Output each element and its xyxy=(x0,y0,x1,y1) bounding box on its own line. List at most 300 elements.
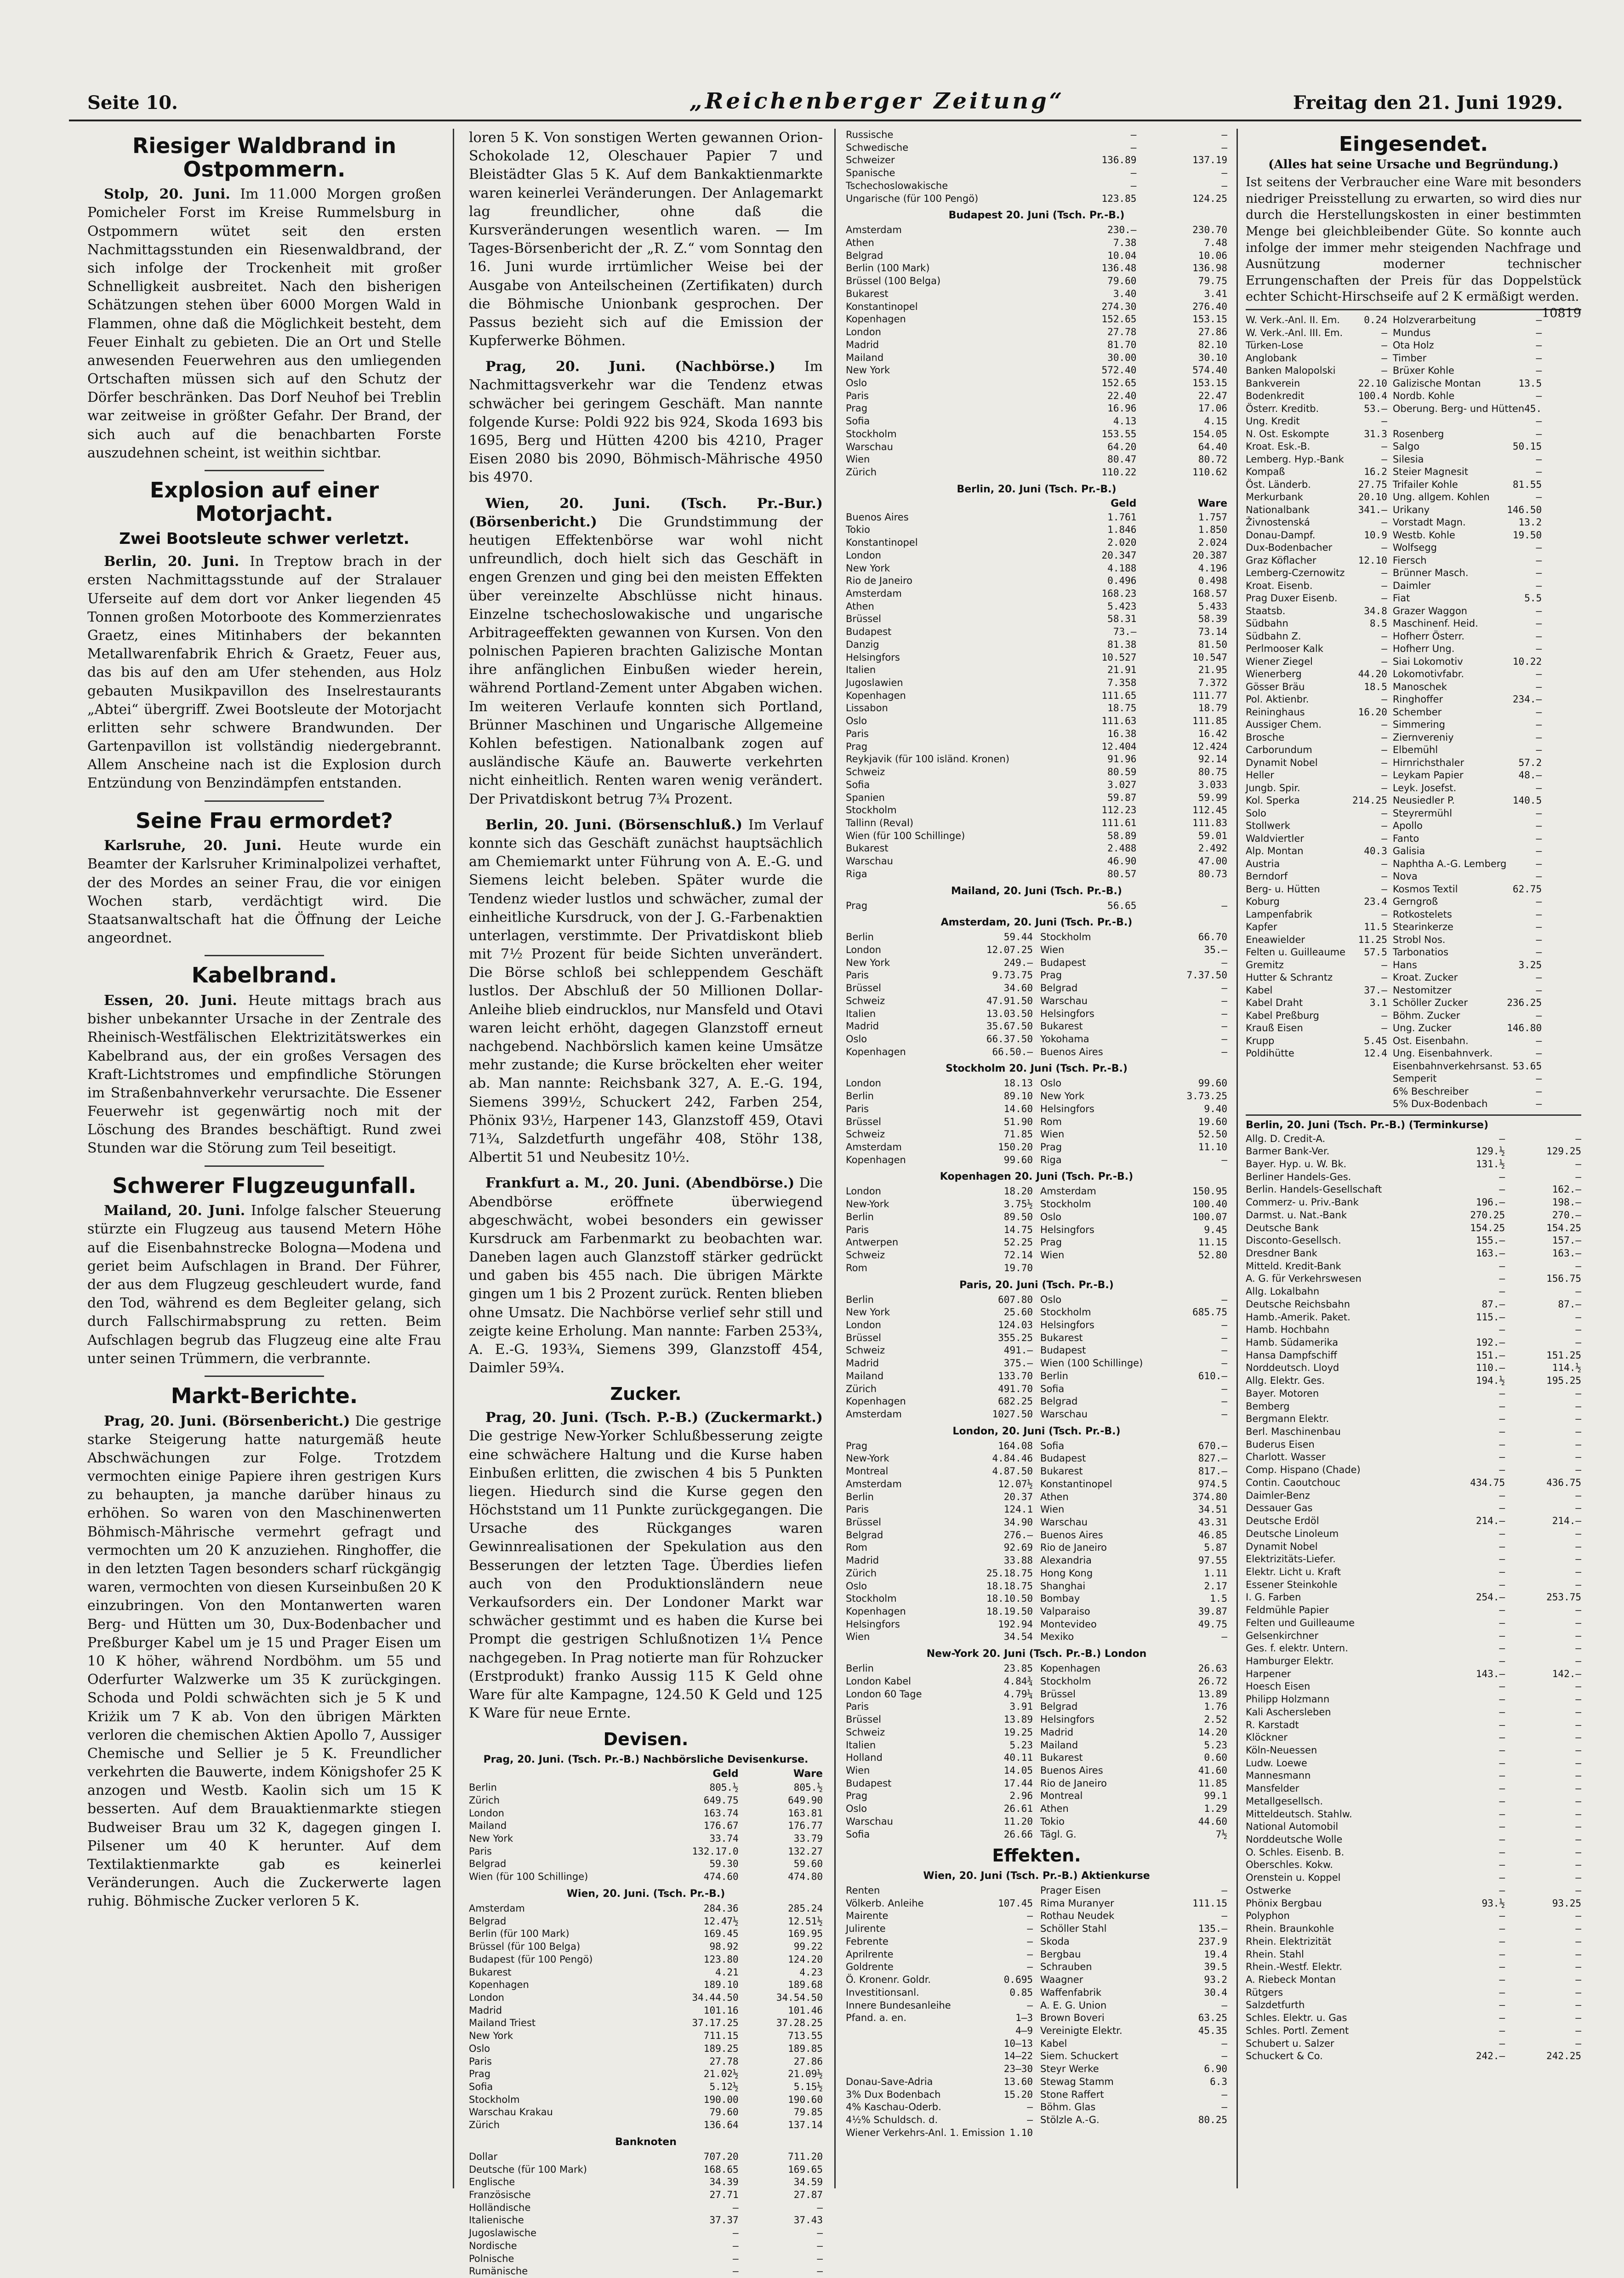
table-row xyxy=(1246,959,1387,972)
row-label: Schweiz xyxy=(846,1726,885,1738)
table-right xyxy=(1040,1077,1227,1166)
row-label: London Kabel xyxy=(846,1675,912,1687)
row-value: 0.24 xyxy=(1364,314,1387,325)
row-value: — xyxy=(1381,807,1387,819)
row-value: — xyxy=(1499,1260,1505,1272)
table-row xyxy=(469,2240,823,2253)
row-value: 11.15 xyxy=(1198,1237,1227,1248)
row-label: Jugoslawische xyxy=(469,2227,537,2239)
row-value: 805.½ xyxy=(793,1782,823,1793)
row-value: 20.37 xyxy=(1003,1491,1033,1502)
row-label: Koburg xyxy=(1246,896,1280,907)
table-row xyxy=(1246,1490,1581,1502)
row-value: — xyxy=(1499,1490,1505,1501)
row-value: — xyxy=(1221,900,1228,911)
table-row xyxy=(1246,946,1387,959)
row-value: — xyxy=(1499,1846,1505,1858)
row-label: Zürich xyxy=(469,2119,500,2131)
separator xyxy=(1246,1114,1581,1116)
row-label: Brown Boveri xyxy=(1040,2012,1105,2024)
table-row xyxy=(1040,1688,1227,1701)
row-value: 93.2 xyxy=(1204,1974,1227,1986)
row-label: New York xyxy=(469,1833,513,1844)
row-value: 64.40 xyxy=(1198,441,1228,452)
row-value: 27.75 xyxy=(1358,479,1387,490)
table-row xyxy=(1246,1209,1581,1222)
row-value: 157.— xyxy=(1552,1235,1581,1246)
table-row xyxy=(846,842,1227,855)
row-label: Sofia xyxy=(846,416,870,427)
table-row xyxy=(846,766,1227,779)
row-value: 23.85 xyxy=(1003,1663,1033,1674)
table-row xyxy=(1246,896,1387,908)
table-row xyxy=(1040,2012,1227,2025)
row-value: 7.358 xyxy=(1107,677,1137,689)
row-label: Helsingfors xyxy=(1040,1103,1094,1114)
row-label: Budapest xyxy=(1040,1345,1086,1356)
row-label: Rütgers xyxy=(1246,1987,1283,1998)
row-value: — xyxy=(1575,1795,1581,1807)
table-row xyxy=(1040,1662,1227,1675)
table-row xyxy=(1393,959,1542,972)
row-value: — xyxy=(1499,1795,1505,1807)
row-value: 18.19.50 xyxy=(986,1606,1033,1617)
row-value: — xyxy=(1499,1859,1505,1871)
table-row xyxy=(846,1987,1033,1999)
row-label: Wien xyxy=(1040,1504,1065,1515)
row-value: — xyxy=(1536,605,1542,617)
row-value: — xyxy=(1499,1910,1505,1922)
table-row xyxy=(1393,681,1542,694)
row-value: 80.57 xyxy=(1107,868,1137,879)
row-value: — xyxy=(1221,167,1228,179)
table-row xyxy=(1246,1923,1581,1935)
row-label: Berlin xyxy=(846,1294,874,1305)
table-left xyxy=(846,1294,1033,1421)
row-value: — xyxy=(1536,921,1542,932)
markt-nachboerse xyxy=(469,358,823,487)
row-value: 142.— xyxy=(1552,1668,1581,1679)
row-value: — xyxy=(1575,1732,1581,1743)
row-value: 18.18.75 xyxy=(986,1580,1033,1592)
row-value: 713.55 xyxy=(788,2030,823,2042)
row-value: 152.65 xyxy=(1101,314,1137,325)
row-label: Hofherr Österr. xyxy=(1392,630,1464,642)
table-row xyxy=(1040,1452,1227,1465)
row-value: 374.80 xyxy=(1192,1491,1227,1502)
row-value: 1.5 xyxy=(1210,1593,1227,1604)
row-label: Deutsche Erdöl xyxy=(1246,1515,1319,1527)
table-row xyxy=(1040,1516,1227,1529)
row-value: 491.70 xyxy=(998,1383,1033,1394)
table-row xyxy=(1393,845,1542,858)
table-row xyxy=(1040,1090,1227,1103)
row-label: W. Verk.-Anl. III. Em. xyxy=(1246,327,1343,338)
row-value: 112.45 xyxy=(1192,805,1228,816)
table-row xyxy=(846,390,1227,403)
row-value: — xyxy=(817,2253,823,2264)
row-value: 18.20 xyxy=(1003,1186,1033,1197)
table-row xyxy=(1393,908,1542,921)
table-row xyxy=(846,1465,1033,1478)
column-rule xyxy=(834,129,836,2188)
table-row xyxy=(846,715,1227,728)
row-label: Norddeutsche Wolle xyxy=(1246,1834,1343,1845)
table-row xyxy=(846,1294,1033,1307)
row-value: — xyxy=(1536,744,1542,755)
row-label: Zürich xyxy=(846,1383,877,1394)
table-row xyxy=(1393,352,1542,365)
row-label: Athen xyxy=(846,600,874,612)
row-label: Philipp Holzmann xyxy=(1246,1694,1330,1705)
table-heading: Stockholm 20. Juni (Tsch. Pr.-B.) xyxy=(946,1063,1128,1075)
row-label: Prag xyxy=(1040,1142,1062,1153)
table-row xyxy=(1246,693,1387,706)
row-value: 5.12½ xyxy=(709,2081,739,2092)
row-label: 4% Kaschau-Oderb. xyxy=(846,2101,941,2113)
table-row xyxy=(846,326,1227,339)
row-value: 649.90 xyxy=(788,1794,823,1806)
row-label: Berlin xyxy=(469,1782,497,1793)
separator xyxy=(205,955,324,956)
row-value: 132.27 xyxy=(788,1845,823,1857)
row-label: Berlin xyxy=(846,1663,874,1674)
row-label: Südbahn xyxy=(1246,618,1288,629)
row-label: Madrid xyxy=(846,1021,879,1032)
row-label: Zürich xyxy=(469,1794,500,1806)
row-value: 1.850 xyxy=(1198,524,1228,536)
row-value: — xyxy=(1575,1579,1581,1590)
row-label: Lampenfabrik xyxy=(1246,908,1312,920)
row-value: — xyxy=(1221,1046,1227,1057)
table-row xyxy=(1246,1987,1581,1999)
table-row xyxy=(1246,1872,1581,1884)
table-row xyxy=(846,1567,1033,1580)
row-value: 7.38 xyxy=(1113,237,1137,249)
row-label: Deutsche Linoleum xyxy=(1246,1528,1339,1539)
row-label: Innere Bundesanleihe xyxy=(846,1999,951,2011)
table-right xyxy=(1040,1294,1227,1421)
table-row xyxy=(1246,352,1387,365)
table-row xyxy=(1393,403,1542,428)
table-row xyxy=(846,301,1227,314)
table-row xyxy=(1040,1910,1227,1923)
row-value: 33.79 xyxy=(793,1833,823,1844)
row-label: Montevideo xyxy=(1040,1618,1097,1630)
row-value: 1.757 xyxy=(1198,511,1228,523)
row-label: Kopenhagen xyxy=(1040,1663,1100,1674)
row-label: Belgrad xyxy=(1040,1396,1078,1407)
table-row xyxy=(846,511,1227,524)
row-value: — xyxy=(1221,129,1228,140)
table-row xyxy=(1393,643,1542,656)
table-row xyxy=(1246,971,1387,984)
table-row xyxy=(846,957,1033,970)
row-value: — xyxy=(1381,580,1387,591)
row-label: Buenos Aires xyxy=(1040,1764,1103,1776)
row-value: 4.79¼ xyxy=(1003,1688,1033,1700)
table-row xyxy=(846,402,1227,415)
row-label: Helsingfors xyxy=(1040,1224,1094,1235)
article-body-waldbrand xyxy=(87,185,441,462)
row-value: — xyxy=(1536,327,1542,338)
row-value: — xyxy=(1130,180,1137,191)
table-row xyxy=(1393,1085,1542,1098)
row-label: Schubert u. Salzer xyxy=(1246,2038,1334,2049)
row-label: Schweiz xyxy=(846,1250,885,1261)
table-row xyxy=(1393,1047,1542,1060)
row-value: — xyxy=(1499,1821,1505,1833)
row-value: 253.75 xyxy=(1546,1592,1581,1603)
row-value: 4.23 xyxy=(799,1966,823,1978)
column-1 xyxy=(87,129,441,2198)
row-value: — xyxy=(1536,731,1542,743)
row-label: R. Karstadt xyxy=(1246,1719,1299,1730)
row-label: Wien (für 100 Schillinge) xyxy=(469,1871,588,1883)
row-value: 14.20 xyxy=(1198,1726,1227,1738)
table-row xyxy=(846,1662,1033,1675)
table-row xyxy=(1040,995,1227,1008)
row-label: Reininghaus xyxy=(1246,706,1305,718)
row-label: Nordische xyxy=(469,2240,517,2251)
row-value: — xyxy=(1381,542,1387,553)
row-value: — xyxy=(1381,694,1387,705)
row-label: Rom xyxy=(846,1262,867,1273)
article-body-flugzeug xyxy=(87,1202,441,1368)
table-row xyxy=(1246,934,1387,947)
table-row xyxy=(846,1516,1033,1529)
table-left xyxy=(846,1662,1033,1841)
row-label: Paris xyxy=(846,1103,869,1114)
row-label: Strobl Nos. xyxy=(1392,934,1446,945)
row-value: 13.89 xyxy=(1198,1688,1227,1700)
table-row xyxy=(1246,1247,1581,1260)
table-row xyxy=(1246,757,1387,770)
row-label: Austria xyxy=(1246,858,1280,869)
table-row xyxy=(846,524,1227,537)
row-label: Hoesch Eisen xyxy=(1246,1681,1311,1692)
table-row xyxy=(469,2017,823,2030)
row-label: Madrid xyxy=(846,1555,879,1566)
row-label: Tarbonatios xyxy=(1392,947,1448,958)
table-row xyxy=(1246,1884,1581,1897)
row-value: 92.69 xyxy=(1003,1542,1033,1553)
row-value: 35.— xyxy=(1204,944,1227,955)
row-label: Dux-Bodenbacher xyxy=(1246,542,1333,553)
row-label: Oslo xyxy=(846,715,867,727)
row-label: Belgrad xyxy=(846,250,883,261)
row-label: Deutsche Bank xyxy=(1246,1222,1319,1233)
row-value: 474.80 xyxy=(788,1871,823,1883)
row-value: 242.— xyxy=(1476,2050,1505,2062)
row-label: Stockholm xyxy=(846,1593,897,1604)
row-label: Berlin xyxy=(846,1491,874,1502)
row-value: — xyxy=(1381,820,1387,831)
column-rule xyxy=(1237,129,1238,2188)
row-value: 34.39 xyxy=(709,2176,739,2188)
wien-devisen-table xyxy=(469,1902,823,2132)
table-row xyxy=(846,237,1227,250)
row-value: — xyxy=(1499,1502,1505,1514)
row-label: Warschau xyxy=(1040,995,1088,1006)
row-value: 14.05 xyxy=(1003,1764,1033,1776)
row-label: Bodenkredit xyxy=(1246,390,1305,401)
row-value: 27.86 xyxy=(793,2055,823,2067)
row-label: Vorstadt Magn. xyxy=(1392,517,1466,528)
row-value: 45.— xyxy=(1524,403,1542,427)
table-row xyxy=(1040,1357,1227,1370)
row-label: Stockholm xyxy=(469,2094,520,2105)
row-value: 26.63 xyxy=(1198,1663,1227,1674)
table-row xyxy=(846,779,1227,792)
row-label: Gösser Bräu xyxy=(1246,681,1305,692)
table-row xyxy=(846,441,1227,454)
row-value: — xyxy=(1381,517,1387,528)
table-row xyxy=(1040,1211,1227,1224)
table-row xyxy=(1246,516,1387,529)
row-label: Simmering xyxy=(1392,719,1445,730)
row-value: 30.00 xyxy=(1107,352,1137,363)
row-value: 9.45 xyxy=(1204,1224,1227,1235)
table-row xyxy=(846,1154,1033,1167)
row-value: — xyxy=(1221,2050,1227,2062)
row-value: — xyxy=(1027,2114,1033,2125)
row-label: Lemberg-Czernowitz xyxy=(1246,567,1345,578)
row-value: 34.8 xyxy=(1364,605,1387,617)
row-label: Athen xyxy=(1040,1491,1069,1502)
row-label: Rhein. Elektrizität xyxy=(1246,1935,1332,1947)
row-value: — xyxy=(817,2266,823,2277)
row-value: 152.65 xyxy=(1101,377,1137,388)
dateline: Wien, 20. Juni. (Tsch. Pr.-Bur.) (Börsenbericht.) xyxy=(469,495,823,530)
table-row xyxy=(1246,580,1387,593)
dateline: Prag, 20. Juni. (Börsenbericht.) xyxy=(104,1413,350,1429)
row-label: Brüxer Kohle xyxy=(1392,365,1454,376)
table-row xyxy=(846,1739,1033,1752)
row-value: 276.40 xyxy=(1192,301,1228,312)
table-row xyxy=(846,2127,1033,2140)
table-row xyxy=(1246,1846,1581,1859)
row-label: Rhein.-Westf. Elektr. xyxy=(1246,1961,1343,1973)
row-label: Fanto xyxy=(1392,833,1419,844)
row-value: — xyxy=(1499,1681,1505,1692)
row-value: 4.15 xyxy=(1204,416,1228,427)
row-value: — xyxy=(1536,580,1542,591)
row-label: Paris xyxy=(846,390,869,401)
row-value: 136.98 xyxy=(1192,263,1228,274)
row-value: — xyxy=(1575,1387,1581,1399)
row-value: 63.25 xyxy=(1198,2012,1227,2024)
row-label: Ung. Kredit xyxy=(1246,416,1300,427)
row-label: Mannesmann xyxy=(1246,1770,1311,1781)
table-heading: Budapest 20. Juni (Tsch. Pr.-B.) xyxy=(948,210,1125,222)
table-row xyxy=(1040,1408,1227,1421)
table-row xyxy=(1393,617,1542,630)
row-value: 47.91.50 xyxy=(986,995,1033,1006)
row-value: 124.25 xyxy=(1192,193,1228,204)
row-value: 163.— xyxy=(1552,1247,1581,1259)
row-value: 107.45 xyxy=(998,1897,1033,1909)
row-value: 99.22 xyxy=(793,1941,823,1953)
article-text: Die gestrige starke Steigerung hatte naturgemäß heute Abschwächungen zur Folge. Trotzdem vermochten einige Papiere ihren gestrigen Kurs zu behaupten, ja manche darüber hinaus zu erhöhen. So waren von den Maschinenwerten Böhmisch-Mährische vermehrt gefragt und vermochten um 20 K anzuziehen. Ringhoffer, die in den letzten Tagen besonders scharf rückgängig waren, vermochten von diesen Kurseinbußen 20 K einzubringen. Von den Montanwerten waren Berg- und Hütten um 30, Dux-Bodenbacher und Preßburger Kabel um je 15 und Prager Eisen um 10 K höher, während Nordböhm. um 55 und Oderfurter Walzwerke um 35 K zurückgingen. Schoda und Poldi schwächten sich je 5 K und Kriżik um 7 K ab. Von den übrigen Märkten verloren die chemischen Aktien Apollo 7, Aussiger Chemische und Sellier je 5 K. Freundlicher verkehrten die Bauwerte, indem Königshofer 25 K anzogen und Westb. Kaolin sich um 15 K besserten. Auf dem Brauaktienmarkte stiegen Budweiser Brau um 32 K, dagegen gingen I. Pilsener um 40 K herunter. Auf dem Textilaktienmarkte gab es keinerlei Veränderungen. Auch die Zuckerwerte lagen ruhig. Böhmische Zucker verloren 5 K. xyxy=(87,1413,441,1910)
row-value: 59.99 xyxy=(1198,792,1228,803)
row-label: Naphtha A.-G. Lemberg xyxy=(1392,858,1507,869)
row-value: 4.21 xyxy=(715,1966,739,1978)
row-label: Sofia xyxy=(846,1828,870,1840)
row-label: Felten u. Guilleaume xyxy=(1246,947,1346,958)
row-value: 58.89 xyxy=(1107,830,1137,841)
table-row xyxy=(1246,1260,1581,1273)
table-row xyxy=(1040,1141,1227,1154)
table-row xyxy=(846,1910,1033,1923)
row-value: 18.10.50 xyxy=(986,1593,1033,1604)
table-left xyxy=(1246,314,1387,1111)
eingesendet-subtitle: (Alles hat seine Ursache und Begründung.) xyxy=(1268,158,1559,171)
row-value: — xyxy=(1575,1541,1581,1552)
table-row xyxy=(1246,440,1387,453)
row-label: London xyxy=(846,944,881,955)
table-right xyxy=(1040,1440,1227,1644)
row-value: — xyxy=(1381,883,1387,895)
row-value: — xyxy=(1221,982,1227,994)
row-label: Kopenhagen xyxy=(846,1606,906,1617)
table-row xyxy=(846,466,1227,479)
row-value: 82.10 xyxy=(1198,339,1228,350)
row-value: 25.18.75 xyxy=(986,1567,1033,1579)
table-row xyxy=(1246,1010,1387,1022)
row-label: Böhm. Zucker xyxy=(1392,1010,1460,1021)
row-value: 111.65 xyxy=(1101,690,1137,701)
row-label: I. G. Farben xyxy=(1246,1592,1301,1603)
table-row xyxy=(1393,997,1542,1010)
table-heading: Wien, 20. Juni. (Tsch. Pr.-B.) xyxy=(566,1888,725,1900)
table-row xyxy=(846,1478,1033,1491)
row-value: — xyxy=(1221,1396,1227,1407)
table-row xyxy=(846,651,1227,664)
table-row xyxy=(1393,833,1542,845)
table-row xyxy=(846,262,1227,275)
table-row xyxy=(846,1935,1033,1948)
row-value: — xyxy=(1536,1098,1542,1109)
row-label: Schweizer xyxy=(846,154,895,166)
row-value: — xyxy=(1536,833,1542,844)
table-row xyxy=(1246,1298,1581,1311)
table-row xyxy=(1246,1362,1581,1375)
row-value: — xyxy=(1499,1286,1505,1297)
row-value: — xyxy=(1499,1528,1505,1539)
row-label: Sofia xyxy=(1040,1383,1065,1394)
row-value: 9.73.75 xyxy=(992,970,1033,981)
row-value: — xyxy=(1575,2025,1581,2036)
row-label: Daimler xyxy=(1392,580,1431,591)
row-label: Budapest xyxy=(1040,1453,1086,1464)
table-row xyxy=(1040,1103,1227,1116)
table-row xyxy=(1246,453,1387,466)
row-label: Eisenbahnverkehrsanst. xyxy=(1392,1060,1509,1072)
row-value: 57.5 xyxy=(1364,947,1387,958)
table-row xyxy=(1393,921,1542,934)
row-value: 30.4 xyxy=(1204,1987,1227,1998)
row-label: Deutsche Reichsbahn xyxy=(1246,1298,1350,1310)
row-value: — xyxy=(1575,1694,1581,1705)
row-label: Stollwerk xyxy=(1246,820,1290,831)
row-value: — xyxy=(1575,1859,1581,1871)
row-value: — xyxy=(1027,1948,1033,1960)
row-value: 168.65 xyxy=(703,2164,739,2175)
row-value: — xyxy=(1536,934,1542,945)
row-label: Danzig xyxy=(846,639,879,650)
table-row xyxy=(846,224,1227,237)
